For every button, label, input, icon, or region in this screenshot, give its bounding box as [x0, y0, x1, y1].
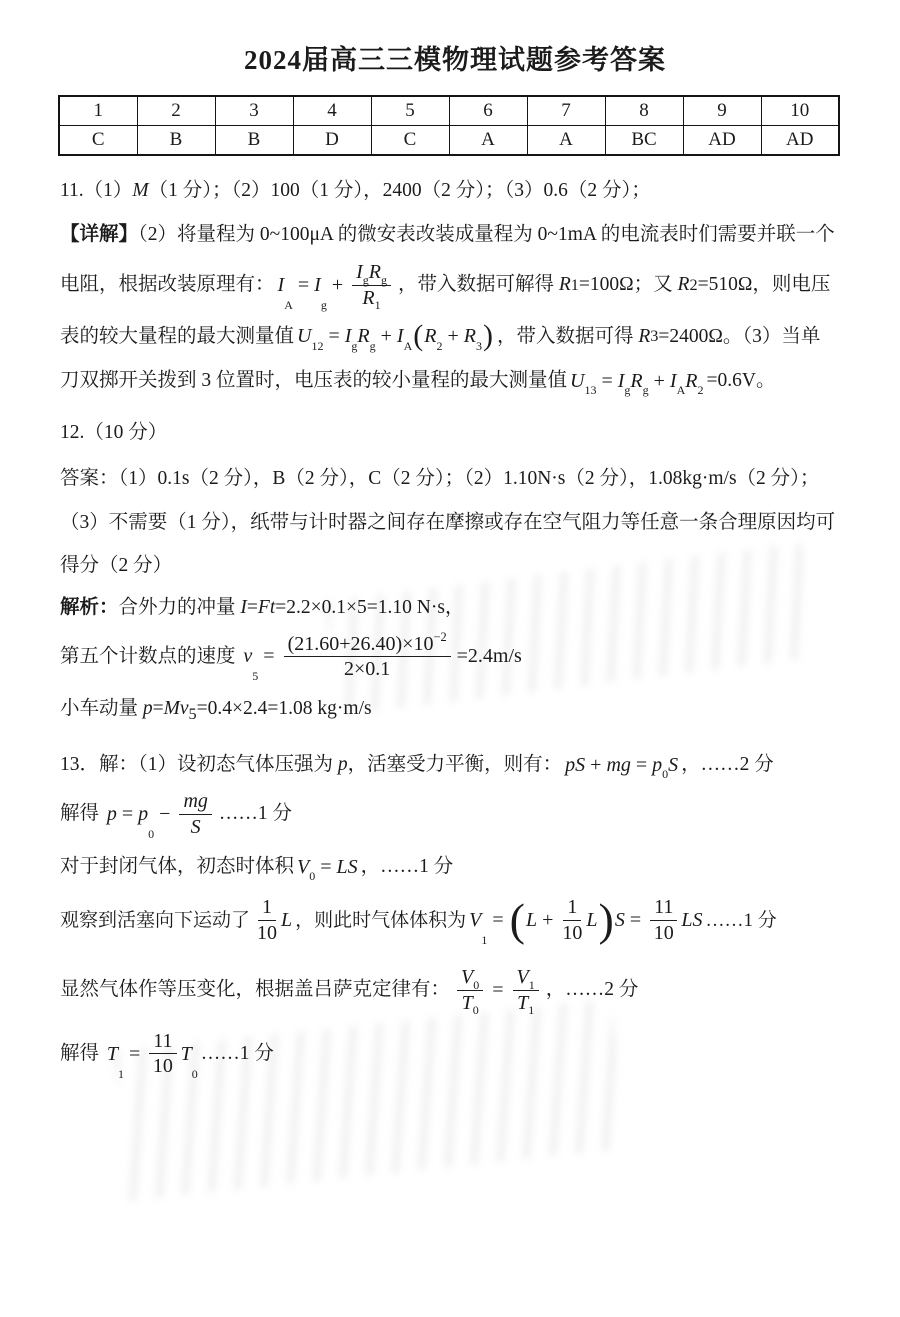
- math-var: I: [240, 596, 247, 618]
- equals-sign: =: [635, 753, 648, 776]
- fraction-denominator: [517, 991, 535, 1017]
- fraction-denominator: 10: [653, 921, 674, 944]
- text: 13．解：（1）设初态气体压强为: [60, 754, 338, 776]
- text: ，……2 分: [681, 754, 774, 776]
- math-var: R: [630, 369, 643, 392]
- math-var: v: [243, 645, 253, 668]
- q12-velocity-line: [60, 629, 850, 684]
- left-paren: (: [509, 893, 525, 945]
- math-sub: 1: [570, 275, 579, 294]
- q12-answer-line2: （3）不需要（1 分），纸带与计时器之间存在摩擦或存在空气阻力等任意一条合理原因均可: [60, 511, 836, 533]
- text: ，……2 分: [545, 979, 639, 1001]
- question-number: 3: [215, 96, 293, 126]
- math-sub: g: [362, 272, 369, 287]
- answer-table: [58, 95, 840, 156]
- math-var: R: [463, 325, 476, 348]
- math-var: p: [337, 754, 348, 776]
- page-title: 2024届高三三模物理试题参考答案: [244, 45, 666, 75]
- math-var: M: [132, 180, 149, 201]
- left-paren: (: [413, 319, 424, 353]
- question-number: 10: [761, 96, 839, 126]
- math-var: V: [516, 966, 529, 989]
- question-number: 8: [605, 96, 683, 126]
- math-var: S: [668, 753, 679, 776]
- equals-sign: =: [492, 978, 504, 1001]
- q13-gay-lussac-line: [60, 966, 850, 1017]
- math-var: I: [617, 369, 625, 392]
- fraction-numerator: mg: [179, 790, 211, 814]
- fraction: [650, 896, 677, 944]
- math-sub: 1: [374, 298, 381, 313]
- q13-solve-pressure-line: [60, 790, 850, 841]
- text: =2400Ω。（3）当单: [658, 325, 821, 347]
- question-number: 1: [59, 96, 137, 126]
- fraction: [562, 896, 582, 944]
- right-paren: ): [598, 893, 614, 945]
- math-var: T: [461, 991, 473, 1014]
- question-number: 9: [683, 96, 761, 126]
- formula-pressure: [106, 790, 216, 841]
- text: =0.6V。: [706, 369, 776, 391]
- math-var: R: [685, 369, 698, 392]
- text: =100Ω；又: [578, 274, 678, 296]
- math-var: R: [357, 325, 370, 348]
- math-var: V: [297, 855, 310, 878]
- q12-answer-line3: 得分（2 分）: [60, 555, 173, 577]
- math-var: V: [469, 909, 482, 932]
- text: =510Ω，则电压: [697, 274, 831, 296]
- formula-ammeter: [277, 261, 395, 313]
- math-var: p: [106, 802, 117, 825]
- math-var: S: [614, 909, 625, 932]
- answer-cell: B: [215, 126, 293, 156]
- fraction-numerator: 11: [650, 896, 677, 920]
- math-sub: 2: [436, 338, 443, 353]
- text: 第五个计数点的速度: [60, 645, 241, 667]
- formula-T1: [106, 1029, 198, 1081]
- math-var: R: [677, 274, 690, 296]
- fraction-numerator: 1: [563, 896, 581, 920]
- fraction-numerator: [352, 261, 391, 285]
- math-sub: 1: [118, 1066, 125, 1081]
- math-sub: A: [676, 383, 686, 398]
- text: 对于封闭气体，初态时体积: [60, 856, 295, 878]
- text: 刀双掷开关拨到 3 位置时，电压表的较小量程的最大测量值: [60, 369, 568, 391]
- text: 小车动量: [60, 698, 143, 720]
- q12-answer-line1: 答案：（1）0.1s（2 分），B（2 分），C（2 分）；（2）1.10N·s（2 分），1.08kg·m/s（2 分）；: [60, 467, 820, 489]
- q11-detail-line2: [60, 261, 850, 313]
- equals-sign: =: [629, 909, 642, 932]
- math-sub: g: [369, 338, 376, 353]
- plus-sign: +: [380, 325, 392, 348]
- question-number: 6: [449, 96, 527, 126]
- fraction: [284, 629, 451, 681]
- minus-sign: −: [159, 802, 171, 825]
- math-var: T: [180, 1042, 192, 1065]
- answer-cell: B: [137, 126, 215, 156]
- math-var: L: [281, 909, 293, 932]
- math-var: p: [142, 698, 153, 720]
- answer-cell: A: [449, 126, 527, 156]
- plus-sign: +: [447, 325, 459, 348]
- q11-detail-line3: [60, 319, 850, 353]
- fraction-denominator: [362, 286, 381, 313]
- math-sub: 3: [650, 326, 659, 345]
- text: ，……1 分: [360, 856, 454, 878]
- q13-line1: [60, 752, 850, 782]
- q13-volume0-line: [60, 854, 850, 884]
- math-var: LS: [336, 855, 358, 878]
- math-sub: 0: [309, 869, 316, 884]
- text: ……1 分: [200, 1042, 274, 1064]
- math-var: L: [525, 909, 538, 932]
- math-var: M: [163, 698, 180, 720]
- math-sub: A: [403, 338, 413, 353]
- text: ，则此时气体体积为: [295, 909, 467, 931]
- answer-cell: AD: [761, 126, 839, 156]
- math-sub: g: [642, 383, 649, 398]
- text: （2）将量程为 0~100μA 的微安表改装成量程为 0~1mA 的电流表时们需要并联一个: [138, 223, 835, 245]
- fraction-numerator: [513, 966, 539, 990]
- math-var: I: [344, 325, 352, 348]
- text: （1 分）；（2）100（1 分），2400（2 分）；（3）0.6（2 分）；: [148, 180, 651, 201]
- plus-sign: +: [331, 274, 344, 297]
- fraction: [457, 966, 483, 1017]
- math-sub: 5: [252, 669, 259, 684]
- plus-sign: +: [542, 909, 554, 932]
- math-var: I: [277, 274, 285, 297]
- fraction: [257, 896, 277, 944]
- answer-cell: BC: [605, 126, 683, 156]
- answer-table-answer-row: [59, 126, 839, 156]
- math-var: I: [356, 261, 363, 284]
- fraction-one-tenth-L: [253, 896, 292, 944]
- math-var: U: [570, 369, 585, 392]
- equals-sign: =: [129, 1042, 141, 1065]
- math-sub: 1: [528, 1002, 535, 1017]
- equals-sign: =: [152, 698, 164, 720]
- math-sub: 0: [472, 1002, 479, 1017]
- equals-sign: =: [492, 909, 504, 932]
- fraction: [179, 790, 211, 838]
- math-sub: 0: [473, 977, 480, 992]
- math-result: =2.4m/s: [456, 645, 522, 668]
- math-var: Ft: [257, 596, 276, 618]
- math-sub: A: [284, 298, 293, 313]
- math-var: p: [138, 802, 149, 825]
- text: 解得: [60, 803, 104, 825]
- math-var: I: [314, 274, 321, 297]
- formula-gay-lussac: [453, 966, 543, 1017]
- fraction-numerator: 11: [149, 1030, 176, 1054]
- fraction-numerator: 1: [258, 896, 276, 920]
- math-var: LS: [681, 909, 703, 932]
- detail-label: 【详解】: [60, 223, 139, 245]
- text: =0.4×2.4=1.08 kg·m/s: [196, 698, 372, 720]
- q13-solve-T-line: [60, 1029, 850, 1081]
- text: ，活塞受力平衡，则有：: [347, 754, 563, 776]
- math-sub: 1: [528, 977, 535, 992]
- math-sub: g: [380, 272, 387, 287]
- q12-analysis-line: [60, 595, 850, 621]
- text: =2.2×0.1×5=1.10 N·s，: [275, 596, 465, 618]
- math-var: I: [396, 325, 404, 348]
- formula-V0: [297, 854, 358, 884]
- formula-balance: [565, 752, 679, 782]
- math-var: T: [106, 1042, 119, 1065]
- math-var: V: [461, 966, 474, 989]
- formula-U12: [297, 319, 494, 353]
- text: ……1 分: [218, 803, 293, 825]
- text: 表的较大量程的最大测量值: [60, 325, 295, 347]
- fraction: [513, 966, 539, 1017]
- math-var: mg: [606, 753, 631, 776]
- question-number: 4: [293, 96, 371, 126]
- fraction: [352, 261, 391, 313]
- answer-cell: C: [371, 126, 449, 156]
- math-sup: −2: [433, 629, 447, 644]
- text: ，带入数据可解得: [397, 274, 559, 296]
- fraction-denominator: 2×0.1: [343, 658, 391, 681]
- math-sub: g: [320, 298, 327, 313]
- fraction-denominator: 10: [562, 921, 583, 944]
- text: ，带入数据可得: [496, 325, 639, 347]
- fraction: [149, 1030, 176, 1078]
- plus-sign: +: [653, 369, 665, 392]
- text: 显然气体作等压变化，根据盖吕萨克定律有：: [60, 979, 451, 1001]
- equals-sign: =: [297, 274, 310, 297]
- answer-cell: D: [293, 126, 371, 156]
- math-sub: 0: [191, 1066, 198, 1081]
- answer-cell: C: [59, 126, 137, 156]
- equals-sign: =: [320, 855, 332, 878]
- math-sub: 5: [188, 705, 197, 724]
- math-var: R: [368, 261, 381, 284]
- math-var: S: [575, 753, 586, 776]
- text: ……1 分: [705, 909, 777, 931]
- text: 合外力的冲量: [118, 596, 241, 618]
- question-number: 5: [371, 96, 449, 126]
- text: 11.（1）: [60, 180, 133, 201]
- equals-sign: =: [246, 596, 258, 618]
- right-paren: ): [482, 319, 493, 353]
- fraction-numerator: [284, 629, 451, 657]
- equals-sign: =: [121, 802, 134, 825]
- answer-cell: AD: [683, 126, 761, 156]
- math-var: R: [558, 274, 571, 296]
- math-sub: 3: [475, 338, 482, 353]
- math-sub: 2: [697, 383, 704, 398]
- fraction-denominator: S: [190, 815, 201, 838]
- text: 电阻，根据改装原理有：: [60, 274, 275, 296]
- plus-sign: +: [590, 753, 602, 776]
- q11-detail-line4: [60, 368, 850, 398]
- answer-cell: A: [527, 126, 605, 156]
- q11-detail-line1: [60, 222, 850, 248]
- math-var: R: [424, 325, 437, 348]
- math-var: R: [362, 286, 375, 309]
- math-sub: 0: [662, 767, 669, 782]
- equals-sign: =: [328, 325, 340, 348]
- q13-volume1-line: [60, 893, 850, 948]
- fraction-numerator: [457, 966, 483, 990]
- math-var: v: [179, 698, 189, 720]
- q12-heading: 12.（10 分）: [60, 422, 168, 444]
- formula-v5: [243, 629, 523, 684]
- math-var: p: [652, 753, 663, 776]
- math-var: L: [586, 909, 598, 932]
- fraction-denominator: [461, 991, 479, 1017]
- math-sub: 0: [148, 826, 155, 841]
- math-text: (21.60+26.40)×10: [287, 632, 434, 655]
- math-sub: g: [624, 383, 631, 398]
- math-sub: 13: [584, 383, 597, 398]
- answer-table-header-row: [59, 96, 839, 126]
- fraction-denominator: 10: [152, 1055, 173, 1078]
- math-sub: g: [351, 338, 358, 353]
- math-var: I: [669, 369, 677, 392]
- q12-momentum-line: [60, 696, 850, 725]
- math-sub: 1: [481, 933, 488, 948]
- math-var: T: [517, 991, 529, 1014]
- math-sub: 2: [689, 275, 698, 294]
- math-var: R: [638, 325, 651, 347]
- question-number: 2: [137, 96, 215, 126]
- equals-sign: =: [601, 369, 613, 392]
- fraction-denominator: 10: [257, 921, 278, 944]
- formula-V1: [469, 893, 703, 948]
- text: 解得: [60, 1042, 104, 1064]
- text: 观察到活塞向下运动了: [60, 909, 251, 931]
- math-var: U: [297, 325, 312, 348]
- math-var: p: [565, 753, 576, 776]
- math-sub: 12: [311, 338, 324, 353]
- equals-sign: =: [263, 645, 275, 668]
- analysis-label: 解析：: [60, 596, 119, 618]
- formula-U13: [570, 368, 704, 398]
- question-number: 7: [527, 96, 605, 126]
- q11-answer-line: [60, 178, 850, 204]
